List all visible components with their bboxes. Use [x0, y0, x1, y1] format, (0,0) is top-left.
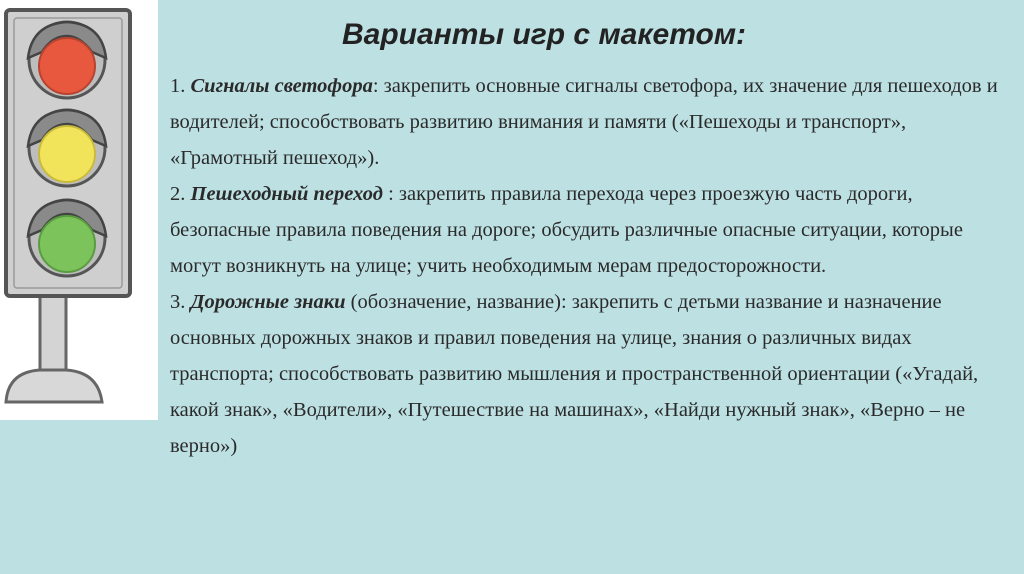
item-text: (обозначение, название): закрепить с детьми название и назначение основных дорожных знаков и правил поведения на улице, знания о различных видах транспорта; способствовать развитию мышления и пространственной ориентации («Угадай, какой знак», «Водители», «Путешествие на машинах», «Найди нужный знак», «Верно – не верно») [170, 291, 979, 457]
item-name: Пешеходный переход [190, 183, 383, 205]
yellow-light-icon [28, 110, 106, 186]
slide-content [170, 68, 1010, 464]
traffic-light-illustration [0, 0, 158, 420]
item-number: 2. [170, 183, 186, 205]
traffic-light-pole [40, 296, 66, 378]
green-light-icon [28, 200, 106, 276]
traffic-light-icon [0, 0, 158, 420]
item-number: 3. [170, 291, 186, 313]
item-text: : закрепить правила перехода через проезжую часть дороги, безопасные правила поведения на дороге; обсудить различные опасные ситуации, которые могут возникнуть на улице; учить необходимым мерам предосторожности. [170, 183, 963, 277]
game-item-2 [170, 176, 1010, 284]
red-light-icon [28, 22, 106, 98]
game-item-1 [170, 68, 1010, 176]
item-text: : закрепить основные сигналы светофора, их значение для пешеходов и водителей; способствовать развитию внимания и памяти («Пешеходы и транспорт», «Грамотный пешеход»). [170, 75, 998, 169]
traffic-light-base [6, 370, 102, 402]
item-name: Сигналы светофора [190, 75, 373, 97]
slide-title: Варианты игр с макетом: [342, 18, 747, 51]
item-name: Дорожные знаки [190, 291, 346, 313]
game-item-3 [170, 284, 1010, 464]
item-number: 1. [170, 75, 186, 97]
